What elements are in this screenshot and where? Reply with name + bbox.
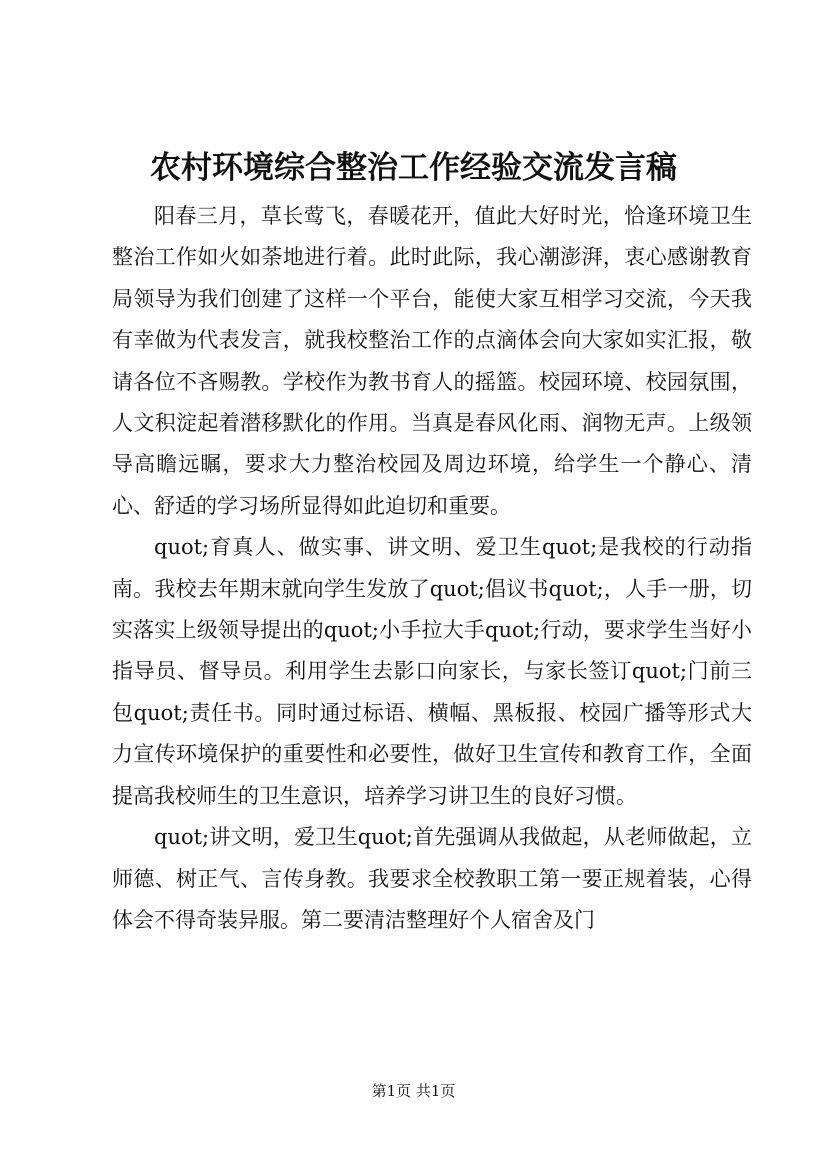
document-title: 农村环境综合整治工作经验交流发言稿 xyxy=(150,150,677,186)
page-footer: 第1页 共1页 xyxy=(371,1082,456,1100)
paragraph: 阳春三月，草长莺飞，春暖花开，值此大好时光，恰逢环境卫生整治工作如火如荼地进行着。此时此际，我心潮澎湃，衷心感谢教育局领导为我们创建了这样一个平台，能使大家互相学习交流，今天我有幸做为代表发言，就我校整治工作的点滴体会向大家如实汇报，敬请各位不吝赐教。学校作为教书育人的摇篮。校园环境、校园氛围，人文积淀起着潜移默化的作用。当真是春风化雨、润物无声。上级领导高瞻远瞩，要求大力整治校园及周边环境，给学生一个静心、清心、舒适的学习场所显得如此迫切和重要。 xyxy=(112,204,752,518)
document-body xyxy=(112,196,752,941)
paragraph: quot;讲文明，爱卫生quot;首先强调从我做起，从老师做起，立师德、树正气、言传身教。我要求全校教职工第一要正规着装，心得体会不得奇装异服。第二要清洁整理好个人宿舍及门 xyxy=(112,825,752,932)
paragraph: quot;育真人、做实事、讲文明、爱卫生quot;是我校的行动指南。我校去年期末就向学生发放了quot;倡议书quot;，人手一册，切实落实上级领导提出的quot;小手拉大手quot;行动，要求学生当好小指导员、督导员。利用学生去影口向家长，与家长签订quot;门前三包quot;责任书。同时通过标语、横幅、黑板报、校园广播等形式大力宣传环境保护的重要性和必要性，做好卫生宣传和教育工作，全面提高我校师生的卫生意识，培养学习讲卫生的良好习惯。 xyxy=(112,535,752,808)
